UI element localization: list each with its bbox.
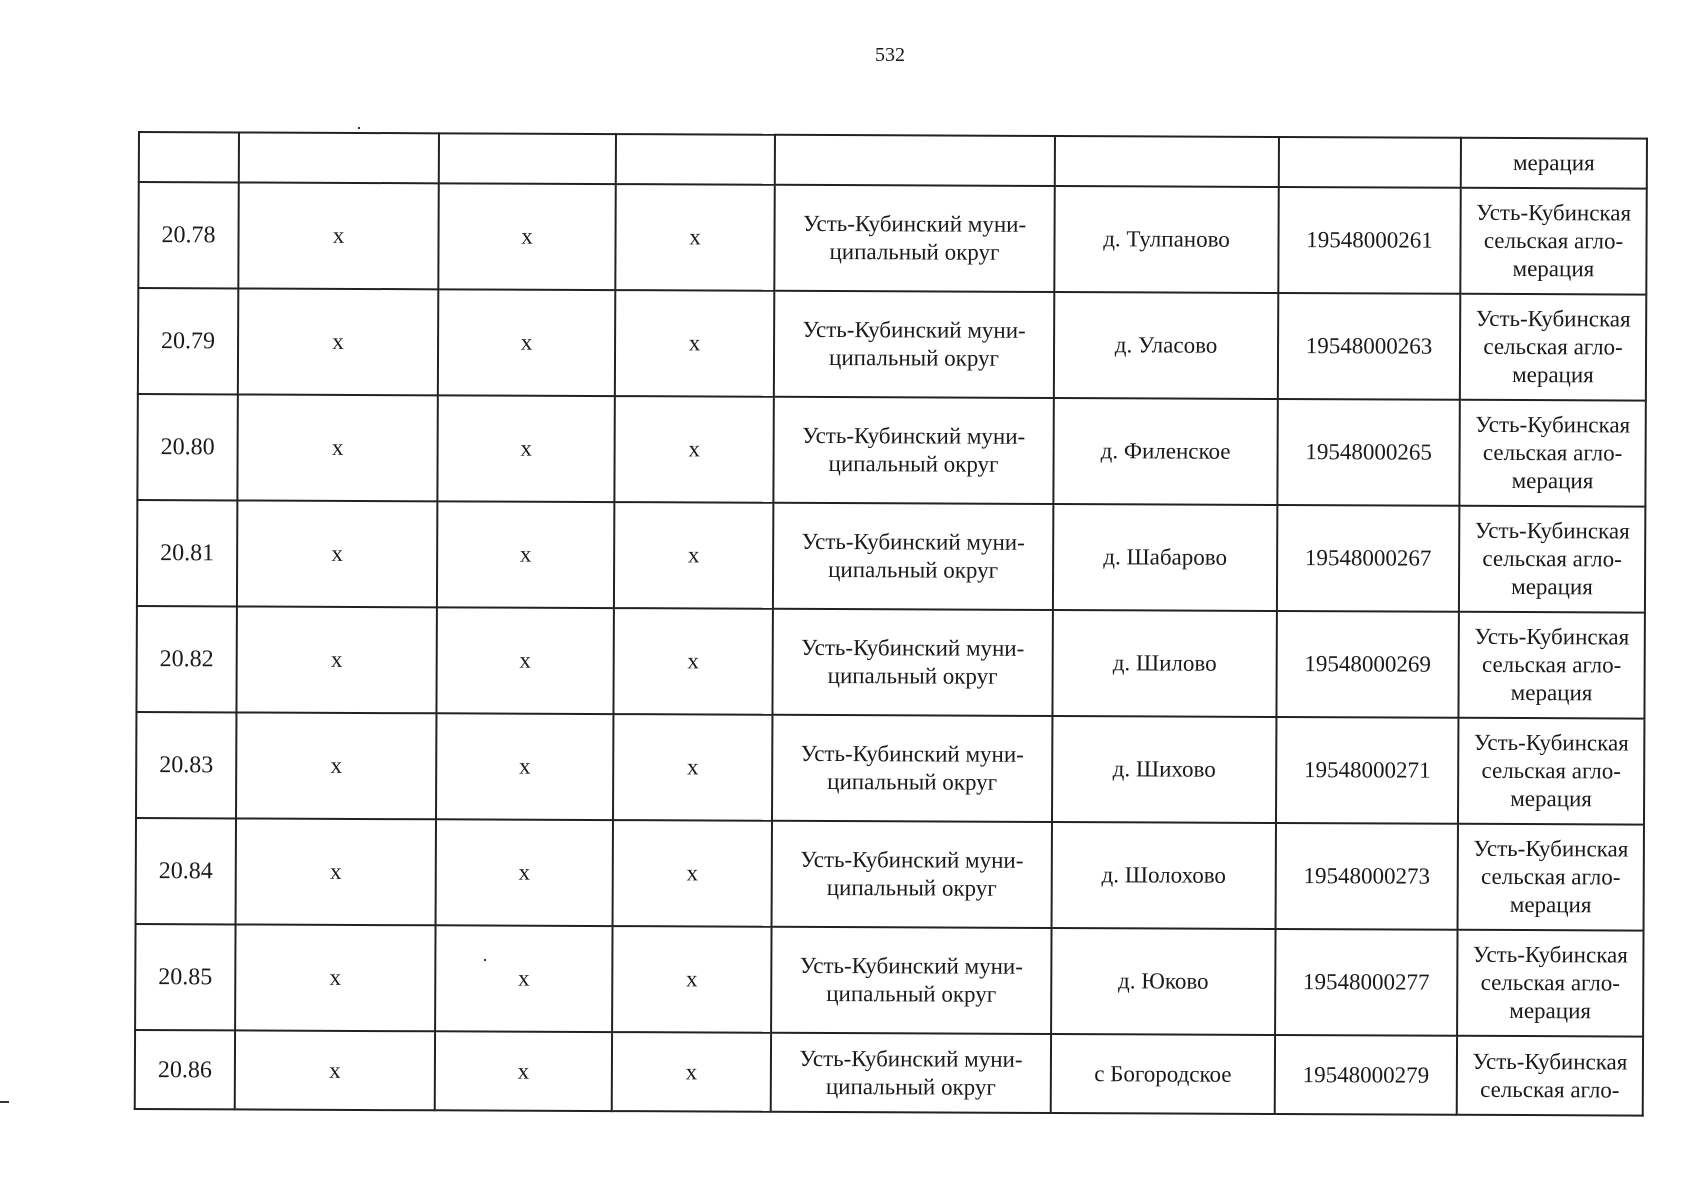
scan-speck	[358, 127, 360, 129]
mark-cell: x	[612, 1032, 771, 1112]
scan-mark	[0, 1101, 9, 1103]
row-number: 20.86	[135, 1030, 235, 1109]
row-number: 20.82	[136, 606, 236, 712]
mark-cell: x	[236, 606, 436, 713]
mark-cell: x	[235, 1030, 435, 1110]
agglomeration-cell: Усть-Кубинская сельская агло-мерация	[1459, 400, 1645, 507]
mark-cell: x	[613, 714, 772, 821]
agglomeration-cell: Усть-Кубинская сельская агло-мерация	[1460, 188, 1646, 295]
mark-cell: x	[437, 395, 614, 502]
oktmo-code-cell: 19548000263	[1278, 293, 1460, 400]
oktmo-code-cell: 19548000277	[1275, 929, 1457, 1036]
district-cell: Усть-Кубинский муни-ципальный округ	[772, 715, 1052, 822]
table-cell	[1279, 137, 1461, 188]
agglomeration-cell: Усть-Кубинская сельская агло-мерация	[1458, 824, 1644, 931]
settlement-cell: с Богородское	[1051, 1034, 1275, 1114]
table-row	[136, 712, 1644, 825]
mark-cell: x	[236, 818, 436, 925]
settlement-cell: д. Филенское	[1053, 398, 1277, 505]
continuation-cell: мерация	[1461, 138, 1647, 189]
agglomeration-cell: Усть-Кубинская сельская агло-мерация	[1459, 506, 1645, 613]
oktmo-code-cell: 19548000261	[1278, 187, 1460, 294]
district-cell: Усть-Кубинский муни-ципальный округ	[774, 185, 1054, 292]
table-cell	[139, 132, 239, 182]
row-number: 20.81	[137, 500, 237, 606]
settlement-cell: д. Тулпаново	[1054, 186, 1278, 293]
mark-cell: x	[613, 608, 772, 715]
mark-cell: x	[238, 288, 438, 395]
table-row	[136, 606, 1644, 719]
mark-cell: x	[236, 712, 436, 819]
table-cell	[439, 133, 616, 184]
registry-table	[134, 131, 1648, 1117]
agglomeration-cell: Усть-Кубинская сельская агло-мерация	[1458, 718, 1644, 825]
district-cell: Усть-Кубинский муни-ципальный округ	[773, 503, 1053, 610]
mark-cell: x	[237, 394, 437, 501]
table-body	[135, 132, 1647, 1116]
mark-cell: x	[435, 925, 612, 1032]
oktmo-code-cell: 19548000273	[1276, 823, 1458, 930]
settlement-cell: д. Шолохово	[1052, 822, 1276, 929]
table-row	[135, 924, 1643, 1037]
mark-cell: x	[614, 396, 773, 503]
table-cell	[1055, 136, 1279, 187]
district-cell: Усть-Кубинский муни-ципальный округ	[774, 291, 1054, 398]
table-row	[137, 394, 1645, 507]
settlement-cell: д. Шихово	[1052, 716, 1276, 823]
settlement-cell: д. Уласово	[1054, 292, 1278, 399]
oktmo-code-cell: 19548000271	[1276, 717, 1458, 824]
row-number: 20.85	[135, 924, 235, 1030]
mark-cell: x	[437, 501, 614, 608]
mark-cell: x	[235, 924, 435, 1031]
district-cell: Усть-Кубинский муни-ципальный округ	[771, 1033, 1051, 1113]
mark-cell: x	[436, 819, 613, 926]
mark-cell: x	[438, 289, 615, 396]
mark-cell: x	[435, 1031, 612, 1111]
page-number: 532	[875, 44, 905, 66]
oktmo-code-cell: 19548000267	[1277, 505, 1459, 612]
table-row	[138, 288, 1646, 401]
table-row	[136, 818, 1644, 931]
registry-table-wrap	[134, 131, 1646, 1117]
mark-cell: x	[237, 500, 437, 607]
mark-cell: x	[614, 502, 773, 609]
agglomeration-cell: Усть-Кубинская сельская агло-мерация	[1460, 294, 1646, 401]
mark-cell: x	[615, 290, 774, 397]
settlement-cell: д. Юково	[1051, 928, 1275, 1035]
agglomeration-cell: Усть-Кубинская сельская агло-мерация	[1458, 612, 1644, 719]
continuation-row	[139, 132, 1647, 189]
settlement-cell: д. Шабарово	[1053, 504, 1277, 611]
district-cell: Усть-Кубинский муни-ципальный округ	[772, 609, 1052, 716]
mark-cell: x	[615, 184, 774, 291]
row-number: 20.79	[138, 288, 238, 394]
mark-cell: x	[438, 183, 615, 290]
table-row	[138, 182, 1646, 295]
agglomeration-cell: Усть-Кубинская сельская агло-	[1457, 1036, 1643, 1116]
oktmo-code-cell: 19548000269	[1276, 611, 1458, 718]
row-number: 20.78	[138, 182, 238, 288]
table-row	[135, 1030, 1643, 1116]
oktmo-code-cell: 19548000279	[1275, 1035, 1457, 1115]
table-cell	[239, 132, 439, 183]
row-number: 20.83	[136, 712, 236, 818]
settlement-cell: д. Шилово	[1052, 610, 1276, 717]
row-number: 20.80	[137, 394, 237, 500]
mark-cell: x	[613, 820, 772, 927]
table-cell	[775, 135, 1055, 186]
mark-cell: x	[436, 607, 613, 714]
oktmo-code-cell: 19548000265	[1277, 399, 1459, 506]
district-cell: Усть-Кубинский муни-ципальный округ	[773, 397, 1053, 504]
mark-cell: x	[436, 713, 613, 820]
agglomeration-cell: Усть-Кубинская сельская агло-мерация	[1457, 930, 1643, 1037]
mark-cell: x	[238, 182, 438, 289]
district-cell: Усть-Кубинский муни-ципальный округ	[771, 927, 1051, 1034]
table-cell	[616, 134, 775, 185]
table-row	[137, 500, 1645, 613]
row-number: 20.84	[136, 818, 236, 924]
mark-cell: x	[612, 926, 771, 1033]
district-cell: Усть-Кубинский муни-ципальный округ	[772, 821, 1052, 928]
